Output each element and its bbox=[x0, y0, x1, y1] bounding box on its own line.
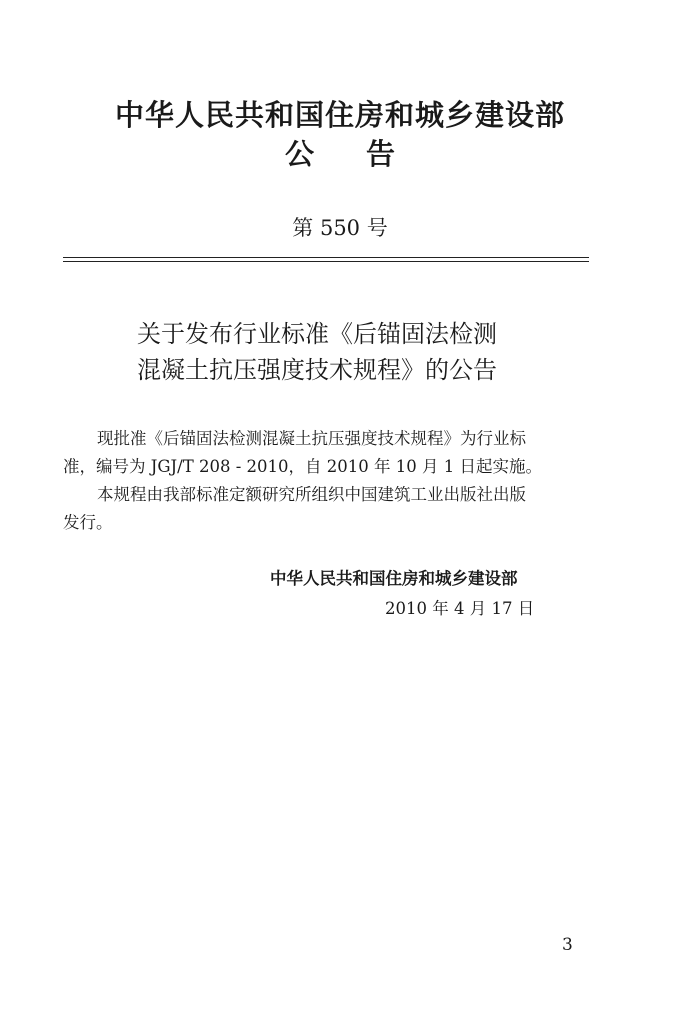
issue-number: 第 550 号 bbox=[292, 216, 388, 240]
announcement-heading: 公告 bbox=[284, 137, 447, 171]
page-number: 3 bbox=[562, 935, 573, 955]
ministry-title: 中华人民共和国住房和城乡建设部 bbox=[114, 98, 565, 132]
body-paragraph-1-line-2: 准，编号为 JGJ/T 208 - 2010，自 2010 年 10 月 1 日起实施。 bbox=[63, 457, 542, 476]
issue-date: 2010 年 4 月 17 日 bbox=[385, 599, 535, 618]
header-divider-top bbox=[63, 257, 589, 258]
body-paragraph-2-line-1: 本规程由我部标准定额研究所组织中国建筑工业出版社出版 bbox=[97, 485, 526, 504]
notice-title-line-1: 关于发布行业标准《后锚固法检测 bbox=[137, 320, 497, 348]
body-paragraph-1-line-1: 现批准《后锚固法检测混凝土抗压强度技术规程》为行业标 bbox=[97, 429, 526, 448]
body-paragraph-2-line-2: 发行。 bbox=[63, 513, 113, 532]
issuing-authority: 中华人民共和国住房和城乡建设部 bbox=[270, 569, 518, 588]
header-divider-bottom bbox=[63, 261, 589, 262]
notice-title-line-2: 混凝土抗压强度技术规程》的公告 bbox=[137, 356, 497, 384]
